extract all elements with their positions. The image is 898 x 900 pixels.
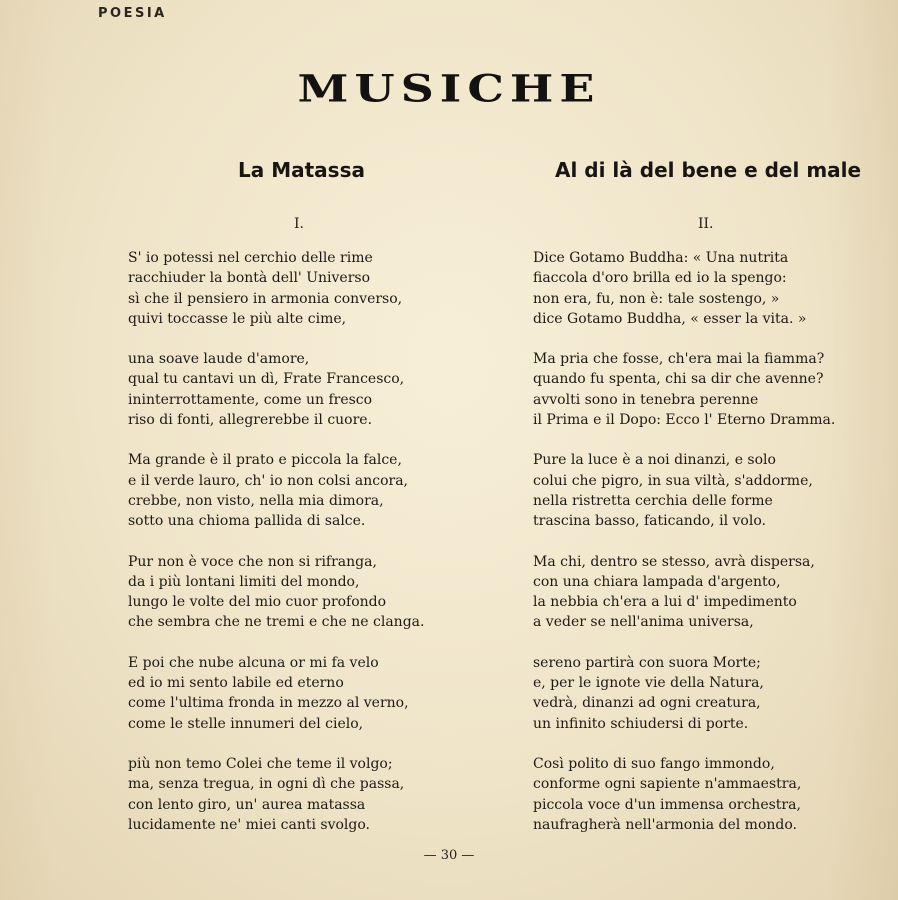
verse-line: Dice Gotamo Buddha: « Una nutrita	[533, 250, 789, 266]
verse-line: e, per le ignote vie della Natura,	[533, 675, 764, 692]
verse-line: avvolti sono in tenebra perenne	[533, 391, 759, 408]
verse-line: vedrà, dinanzi ad ogni creatura,	[533, 695, 761, 712]
verse-line: S' io potessi nel cerchio delle rime	[128, 250, 373, 266]
verse-line: ininterrottamente, come un fresco	[128, 391, 373, 408]
verse-line: conforme ogni sapiente n'ammaestra,	[533, 776, 802, 793]
section-number-right: II.	[698, 216, 714, 232]
verse-line: con lento giro, un' aurea matassa	[128, 796, 366, 813]
verse-line: sotto una chioma pallida di salce.	[128, 513, 366, 530]
verse-line: non era, fu, non è: tale sostengo, »	[533, 290, 780, 307]
verse-line: qual tu cantavi un dì, Frate Francesco,	[128, 371, 405, 388]
verse-line: quivi toccasse le più alte cime,	[128, 310, 347, 327]
verse-line: sì che il pensiero in armonia converso,	[128, 290, 403, 307]
verse-line: lucidamente ne' miei canti svolgo.	[128, 816, 370, 833]
verse-line: quando fu spenta, chi sa dir che avenne?	[533, 371, 824, 388]
verse-line: il Prima e il Dopo: Ecco l' Eterno Dramma.	[533, 412, 836, 429]
verse-line: racchiuder la bontà dell' Universo	[128, 270, 371, 287]
verse-line: naufragherà nell'armonia del mondo.	[533, 816, 797, 833]
verse-line: crebbe, non visto, nella mia dimora,	[128, 492, 384, 509]
section-number-left: I.	[294, 216, 304, 232]
stanza	[128, 754, 473, 835]
verse-line: con una chiara lampada d'argento,	[533, 573, 781, 590]
verse-line: come l'ultima fronda in mezzo al verno,	[128, 695, 409, 712]
stanza-list-left	[128, 248, 473, 855]
page-number: — 30 —	[423, 848, 475, 863]
verse-line: la nebbia ch'era a lui d' impedimento	[533, 594, 797, 611]
stanza	[128, 653, 473, 734]
verse-line: colui che pigro, in sua viltà, s'addorme,	[533, 472, 813, 489]
stanza	[128, 349, 473, 430]
verse-line: ma, senza tregua, in ogni dì che passa,	[128, 776, 405, 793]
verse-line: riso di fonti, allegrerebbe il cuore.	[128, 412, 373, 429]
verse-line: Ma grande è il prato e piccola la falce,	[128, 452, 402, 469]
poem-title-left: La Matassa	[238, 158, 365, 182]
verse-line: dice Gotamo Buddha, « esser la vita. »	[533, 310, 807, 327]
verse-line: una soave laude d'amore,	[128, 351, 310, 368]
verse-line: Pure la luce è a noi dinanzi, e solo	[533, 452, 776, 469]
verse-line: che sembra che ne tremi e che ne clanga.	[128, 614, 425, 631]
stanza	[533, 450, 873, 531]
verse-line: ed io mi sento labile ed eterno	[128, 675, 344, 692]
page-title: MUSICHE	[297, 66, 601, 111]
verse-line: piccola voce d'un immensa orchestra,	[533, 796, 801, 813]
stanza-list-right	[533, 248, 873, 855]
verse-line: lungo le volte del mio cuor profondo	[128, 594, 387, 611]
stanza	[533, 349, 873, 430]
stanza	[533, 552, 873, 633]
verse-line: a veder se nell'anima universa,	[533, 614, 754, 631]
verse-line: Ma chi, dentro se stesso, avrà dispersa,	[533, 553, 815, 570]
stanza	[533, 248, 873, 329]
stanza	[128, 248, 473, 329]
verse-line: più non temo Colei che teme il volgo;	[128, 755, 393, 772]
verse-line: come le stelle innumeri del cielo,	[128, 715, 364, 732]
verse-line: E poi che nube alcuna or mi fa velo	[128, 654, 379, 671]
verse-line: e il verde lauro, ch' io non colsi ancora,	[128, 472, 408, 489]
verse-line: Ma pria che fosse, ch'era mai la fiamma?	[533, 351, 825, 368]
stanza	[128, 552, 473, 633]
stanza	[128, 450, 473, 531]
verse-line: sereno partirà con suora Morte;	[533, 654, 761, 671]
verse-line: fiaccola d'oro brilla ed io la spengo:	[533, 270, 787, 287]
stanza	[533, 754, 873, 835]
running-head: POESIA	[98, 6, 167, 21]
verse-line: Così polito di suo fango immondo,	[533, 755, 775, 772]
verse-line: un infinito schiudersi di porte.	[533, 715, 749, 732]
verse-line: Pur non è voce che non si rifranga,	[128, 553, 377, 570]
poem-title-right: Al di là del bene e del male	[555, 158, 862, 182]
verse-line: nella ristretta cerchia delle forme	[533, 492, 773, 509]
verse-line: da i più lontani limiti del mondo,	[128, 573, 360, 590]
stanza	[533, 653, 873, 734]
verse-line: trascina basso, faticando, il volo.	[533, 513, 766, 530]
